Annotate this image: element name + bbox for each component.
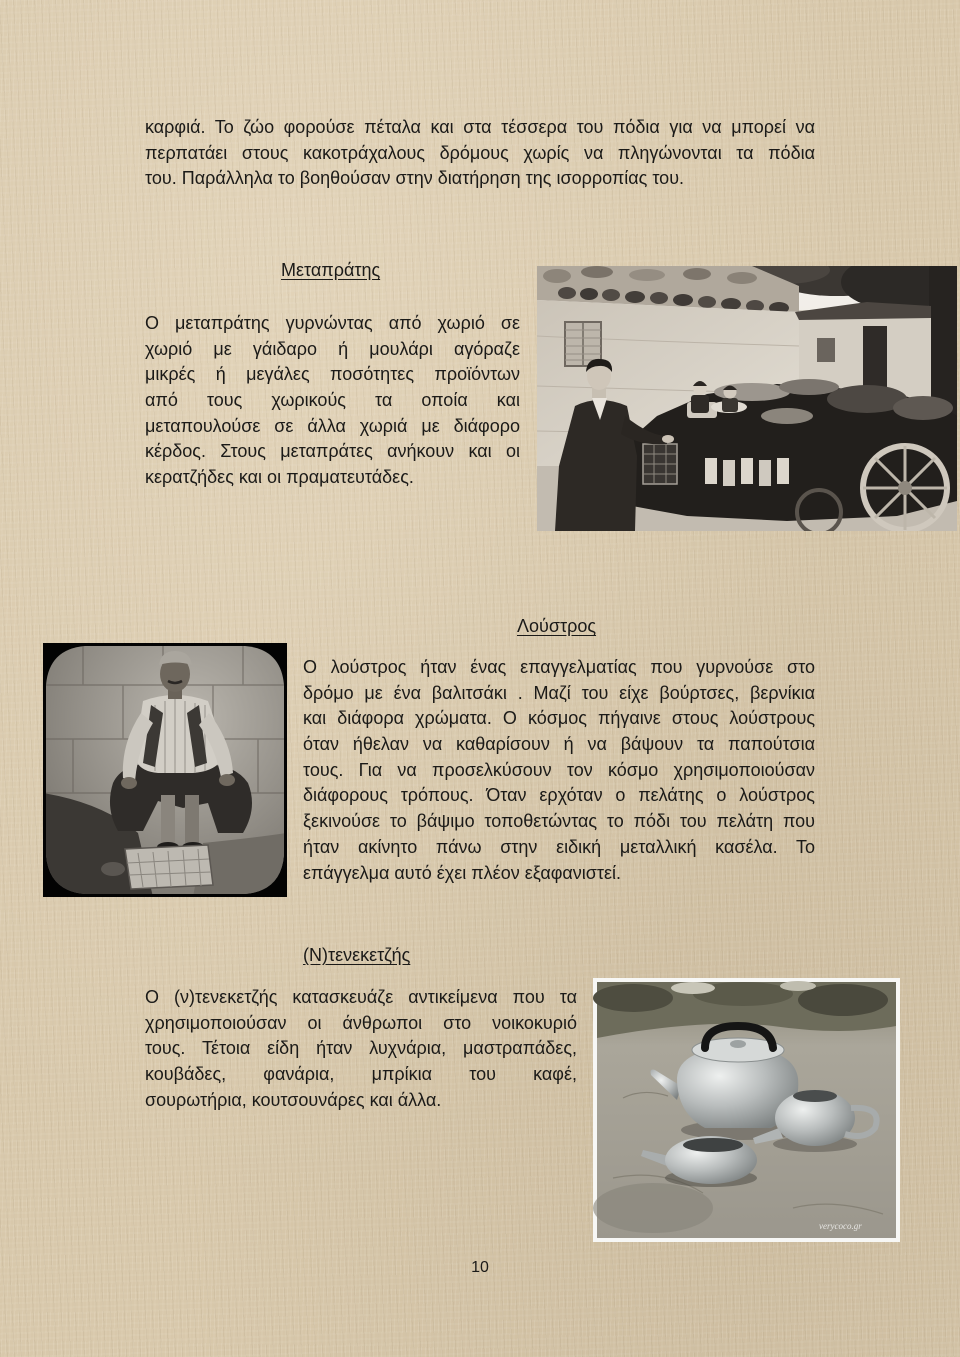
- paragraph-line: του. Παράλληλα το βοηθούσαν στην διατήρηση της ισορροπίας του.: [145, 168, 685, 189]
- section-heading-loustros: Λούστρος: [517, 616, 597, 636]
- paragraph-line: και διάφορα χρώματα. Ο κόσμος πήγαινε στους λούστρους: [303, 708, 815, 729]
- paragraph-line: ήταν ακίνητο πάνω στην ειδική μεταλλική κασέλα. Το: [303, 836, 815, 857]
- section-paragraph-loustros: [303, 655, 815, 886]
- paragraph-line: επάγγελμα αυτό έχει πλέον εξαφανιστεί.: [303, 862, 622, 883]
- paragraph-line: τους. Για να προσελκύσουν τον κόσμο χρησιμοποιούσαν: [303, 759, 815, 780]
- paragraph-line: όταν ήθελαν να καθαρίσουν ή να βάψουν τα παπούτσια: [303, 734, 815, 755]
- section-paragraph-metapratis: [145, 311, 520, 491]
- page-number: 10: [471, 1259, 489, 1276]
- paragraph-line: από τους χωρικούς τα οποία και: [145, 390, 520, 411]
- paragraph-line: καρφιά. Το ζώο φορούσε πέταλα και στα τέσσερα του πόδια για να μπορεί να: [145, 117, 815, 137]
- paragraph-line: ξεκινούσε το βάψιμο τοποθετώντας το πόδι του πελάτη που: [303, 811, 815, 832]
- paragraph-line: μεταπουλούσε σε άλλα χωριά με διάφορο: [145, 415, 520, 436]
- photo-merchant-cart: [537, 266, 957, 531]
- paragraph-line: κέρδος. Στους μεταπράτες ανήκουν και οι: [145, 441, 520, 462]
- paragraph-line: χωριό με γάιδαρο ή μουλάρι αγόραζε: [145, 338, 520, 359]
- paragraph-line: μικρές ή μεγάλες ποσότητες προϊόντων: [145, 364, 520, 385]
- brush: [101, 862, 125, 876]
- paragraph-line: τους. Τέτοια είδη ήταν λυχνάρια, μαστραπάδες,: [145, 1038, 577, 1059]
- section-heading-metapratis: Μεταπράτης: [281, 260, 381, 280]
- paragraph-line: χρησιμοποιούσαν οι άνθρωποι στο νοικοκυριό: [145, 1012, 577, 1033]
- paragraph-line: δρόμο με ένα βαλιτσάκι . Μαζί του είχε βούρτσες, βερνίκια: [303, 682, 815, 703]
- paragraph-line: Ο (ν)τενεκετζής κατασκευάζε αντικείμενα που τα: [145, 987, 577, 1007]
- paragraph-line: περπατάει στους κακοτράχαλους δρόμους χωρίς να πληγώνονται τα πόδια: [145, 142, 815, 163]
- paragraph-line: κουβάδες, φανάρια, μπρίκια του καφέ,: [145, 1064, 577, 1085]
- watermark: verycoco.gr: [819, 1221, 862, 1231]
- intro-paragraph: [145, 115, 815, 192]
- paragraph-line: κερατζήδες και οι πραματευτάδες.: [145, 467, 414, 488]
- paragraph-line: διάφορους τρόπους. Όταν ερχόταν ο πελάτης ο λούστρος: [303, 785, 815, 806]
- paragraph-line: σουρωτήρια, κουτσουνάρες και άλλα.: [145, 1089, 442, 1110]
- photo-tin-pots: [593, 978, 900, 1242]
- cart-wheel: [863, 446, 947, 530]
- section-heading-tenekentzis: (Ν)τενεκετζής: [303, 945, 411, 965]
- photo-shoeshiner: [43, 643, 287, 897]
- paragraph-line: Ο λούστρος ήταν ένας επαγγελματίας που γυρνούσε στο: [303, 657, 815, 677]
- paragraph-line: Ο μεταπράτης γυρνώντας από χωριό σε: [145, 313, 520, 333]
- section-paragraph-tenekentzis: [145, 985, 577, 1113]
